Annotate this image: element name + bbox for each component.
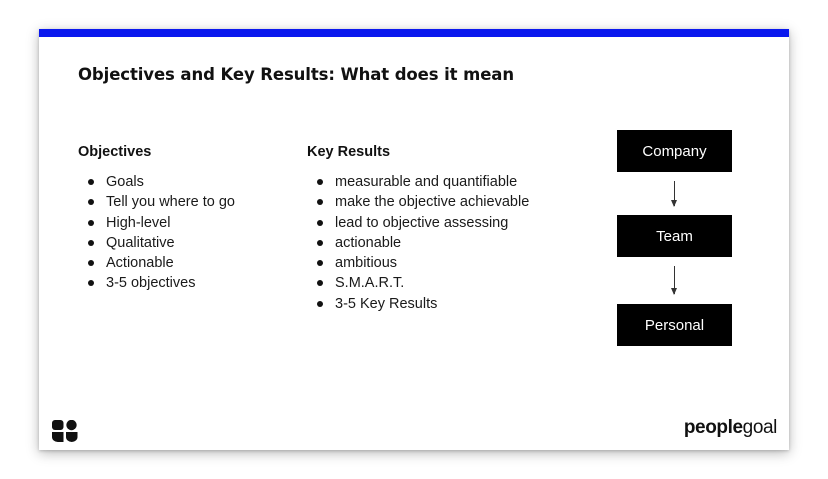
list-item: [307, 294, 529, 314]
list-item-text: measurable and quantifiable: [335, 174, 518, 190]
hierarchy-box-personal: Personal: [617, 304, 732, 346]
list-item-text: High-level: [106, 214, 171, 231]
list-item-text: 3-5 objectives: [106, 275, 196, 292]
bullet-icon: [317, 280, 323, 286]
brand-bold: people: [683, 417, 743, 438]
hierarchy-box-company: Company: [617, 130, 732, 172]
bullet-icon: [88, 280, 94, 286]
list-item: [78, 233, 235, 253]
peoplegoal-mark-icon: [52, 420, 78, 442]
list-item: [78, 273, 235, 293]
list-item: [307, 273, 529, 293]
list-item-text: S.M.A.R.T.: [335, 275, 405, 292]
list-item-text: actionable: [335, 234, 402, 251]
slide-title: Objectives and Key Results: What does it mean: [78, 65, 514, 84]
key-results-column: [307, 144, 529, 314]
bullet-icon: [88, 240, 94, 246]
objectives-column: [78, 144, 235, 294]
list-item-text: Actionable: [106, 255, 174, 272]
objectives-heading: Objectives: [78, 144, 152, 160]
slide: [39, 29, 789, 450]
key-results-list: [307, 172, 529, 314]
bullet-icon: [317, 301, 323, 307]
bullet-icon: [317, 260, 323, 266]
bullet-icon: [88, 260, 94, 266]
list-item-text: Tell you where to go: [106, 194, 235, 211]
list-item: [78, 172, 235, 192]
accent-bar: [39, 29, 789, 37]
list-item: [78, 192, 235, 212]
list-item: [307, 233, 529, 253]
list-item: [78, 213, 235, 233]
list-item: [307, 213, 529, 233]
down-arrow-icon: [674, 181, 675, 206]
bullet-icon: [88, 179, 94, 185]
list-item-text: ambitious: [335, 255, 398, 272]
key-results-heading: Key Results: [307, 144, 391, 160]
list-item-text: make the objective achievable: [335, 194, 530, 211]
bullet-icon: [88, 199, 94, 205]
objectives-list: [78, 172, 235, 294]
hierarchy-box-team: Team: [617, 215, 732, 257]
bullet-icon: [317, 179, 323, 185]
list-item: [78, 253, 235, 273]
bullet-icon: [317, 220, 323, 226]
list-item: [307, 172, 529, 192]
list-item-text: 3-5 Key Results: [335, 295, 438, 312]
brand-regular: goal: [742, 417, 777, 438]
down-arrow-icon: [674, 266, 675, 294]
bullet-icon: [317, 199, 323, 205]
list-item: [307, 253, 529, 273]
list-item: [307, 192, 529, 212]
bullet-icon: [317, 240, 323, 246]
bullet-icon: [88, 220, 94, 226]
list-item-text: Goals: [106, 174, 144, 190]
list-item-text: lead to objective assessing: [335, 214, 509, 231]
list-item-text: Qualitative: [106, 234, 175, 251]
brand-wordmark: [684, 417, 777, 439]
